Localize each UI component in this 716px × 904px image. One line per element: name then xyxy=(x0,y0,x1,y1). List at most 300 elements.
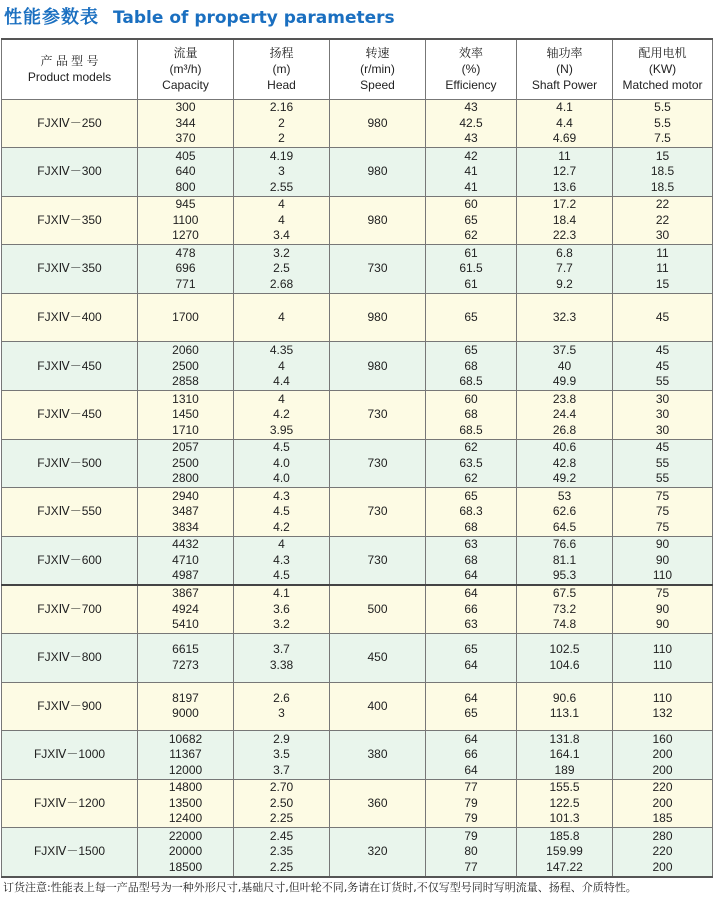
model-cell: FJXⅣ－700 xyxy=(2,585,138,634)
cell-value: 76.6 xyxy=(552,537,577,552)
cell-value: 4987 xyxy=(172,568,199,583)
capacity-cell xyxy=(138,293,234,342)
cell-value: 14800 xyxy=(168,780,203,795)
cell-value: 370 xyxy=(175,131,196,146)
shaft-power-cell xyxy=(517,828,613,877)
motor-cell xyxy=(613,828,713,877)
cell-value: 65 xyxy=(464,212,478,227)
cell-value: 18.5 xyxy=(650,164,675,179)
cell-value: 160 xyxy=(652,731,673,746)
cell-value: 104.6 xyxy=(549,657,580,672)
efficiency-cell xyxy=(426,391,517,440)
table-row xyxy=(2,148,713,197)
cell-value: 122.5 xyxy=(549,795,580,810)
cell-value: 2858 xyxy=(172,374,199,389)
cell-value: 2.45 xyxy=(269,828,294,843)
model-cell: FJXⅣ－550 xyxy=(2,488,138,537)
table-row xyxy=(2,536,713,585)
cell-value: 15 xyxy=(655,276,670,291)
cell-value: 13500 xyxy=(168,795,203,810)
cell-value: 11 xyxy=(656,261,669,276)
header-line: Speed xyxy=(360,78,395,93)
header-line: (m³/h) xyxy=(169,62,202,77)
capacity-cell xyxy=(138,536,234,585)
cell-value: 77 xyxy=(464,859,478,874)
cell-value: 155.5 xyxy=(549,780,580,795)
speed-cell: 730 xyxy=(330,488,426,537)
cell-value: 90 xyxy=(655,537,670,552)
head-cell xyxy=(234,196,330,245)
capacity-cell xyxy=(138,439,234,488)
cell-value: 4.3 xyxy=(273,488,290,503)
cell-value: 11367 xyxy=(169,747,202,762)
cell-value: 3.7 xyxy=(273,642,290,657)
efficiency-cell xyxy=(426,536,517,585)
shaft-power-cell xyxy=(517,488,613,537)
header-line: 扬程 xyxy=(269,46,294,61)
header-line: (N) xyxy=(556,62,573,77)
efficiency-cell xyxy=(426,488,517,537)
cell-value: 189 xyxy=(554,762,575,777)
header-line: 流量 xyxy=(173,46,198,61)
model-cell: FJXⅣ－350 xyxy=(2,245,138,294)
cell-value: 4924 xyxy=(172,601,199,616)
table-row xyxy=(2,682,713,731)
cell-value: 60 xyxy=(464,391,478,406)
header-line: 轴功率 xyxy=(546,46,583,61)
motor-cell xyxy=(613,488,713,537)
cell-value: 49.9 xyxy=(552,374,577,389)
cell-value: 61 xyxy=(464,276,478,291)
table-row xyxy=(2,245,713,294)
header-line: 效率 xyxy=(458,46,483,61)
efficiency-cell xyxy=(426,585,517,634)
efficiency-cell xyxy=(426,245,517,294)
cell-value: 1270 xyxy=(172,228,199,243)
cell-value: 45 xyxy=(655,440,670,455)
order-note: 订货注意:性能表上每一产品型号为一种外形尺寸,基础尺寸,但叶轮不同,务请在订货时,不仅写型号同时写明流量、扬程、介质特性。 xyxy=(3,881,637,894)
head-cell xyxy=(234,779,330,828)
cell-value: 1450 xyxy=(172,407,199,422)
head-cell xyxy=(234,536,330,585)
table-row xyxy=(2,99,713,148)
cell-value: 4.35 xyxy=(269,343,294,358)
cell-value: 3834 xyxy=(172,519,199,534)
cell-value: 2060 xyxy=(172,343,199,358)
cell-value: 68.5 xyxy=(459,374,483,389)
cell-value: 45 xyxy=(655,343,670,358)
cell-value: 18.5 xyxy=(650,179,675,194)
cell-value: 62 xyxy=(464,471,478,486)
cell-value: 64 xyxy=(464,762,478,777)
cell-value: 30 xyxy=(655,391,670,406)
model-cell: FJXⅣ－800 xyxy=(2,634,138,683)
header-line: (KW) xyxy=(648,62,677,77)
model-cell: FJXⅣ－1500 xyxy=(2,828,138,877)
cell-value: 68 xyxy=(464,358,478,373)
cell-value: 2800 xyxy=(172,471,199,486)
cell-value: 90.6 xyxy=(552,690,577,705)
capacity-cell xyxy=(138,342,234,391)
cell-value: 1100 xyxy=(172,212,199,227)
cell-value: 2 xyxy=(278,131,285,146)
cell-value: 4.0 xyxy=(273,471,290,486)
header-line: 转速 xyxy=(365,46,390,61)
motor-cell xyxy=(613,245,713,294)
cell-value: 2057 xyxy=(172,440,199,455)
table-row xyxy=(2,634,713,683)
cell-value: 2 xyxy=(278,115,285,130)
cell-value: 5410 xyxy=(172,617,199,632)
capacity-cell xyxy=(138,148,234,197)
head-cell xyxy=(234,391,330,440)
speed-cell: 980 xyxy=(330,196,426,245)
efficiency-cell xyxy=(426,682,517,731)
cell-value: 696 xyxy=(175,261,196,276)
cell-value: 2.35 xyxy=(269,844,294,859)
cell-value: 7.7 xyxy=(556,261,573,276)
speed-cell: 320 xyxy=(330,828,426,877)
cell-value: 9000 xyxy=(172,706,199,721)
efficiency-cell xyxy=(426,99,517,148)
cell-value: 65 xyxy=(464,488,478,503)
head-cell xyxy=(234,731,330,780)
cell-value: 12400 xyxy=(168,811,203,826)
shaft-power-cell xyxy=(517,99,613,148)
motor-cell xyxy=(613,99,713,148)
cell-value: 80 xyxy=(464,844,478,859)
cell-value: 30 xyxy=(655,228,670,243)
capacity-cell xyxy=(138,99,234,148)
cell-value: 405 xyxy=(175,148,196,163)
model-cell: FJXⅣ－450 xyxy=(2,342,138,391)
cell-value: 55 xyxy=(655,471,670,486)
cell-value: 22000 xyxy=(168,828,203,843)
cell-value: 9.2 xyxy=(556,276,573,291)
head-cell xyxy=(234,99,330,148)
speed-cell: 380 xyxy=(330,731,426,780)
cell-value: 62 xyxy=(464,228,478,243)
matched-motor-header xyxy=(613,39,713,99)
speed-cell: 730 xyxy=(330,245,426,294)
cell-value: 79 xyxy=(464,811,478,826)
cell-value: 65 xyxy=(464,706,478,721)
model-cell: FJXⅣ－450 xyxy=(2,391,138,440)
motor-cell xyxy=(613,148,713,197)
efficiency-cell xyxy=(426,634,517,683)
shaft-power-cell xyxy=(517,585,613,634)
cell-value: 90 xyxy=(655,552,670,567)
cell-value: 13.6 xyxy=(552,179,577,194)
cell-value: 3.38 xyxy=(269,657,294,672)
cell-value: 66 xyxy=(464,601,478,616)
page-title-en: Table of property parameters xyxy=(113,8,395,28)
cell-value: 640 xyxy=(175,164,196,179)
cell-value: 800 xyxy=(175,179,196,194)
cell-value: 2.6 xyxy=(273,690,290,705)
cell-value: 4710 xyxy=(172,552,199,567)
head-cell xyxy=(234,682,330,731)
table-header xyxy=(2,39,713,99)
cell-value: 5.5 xyxy=(654,100,671,115)
cell-value: 55 xyxy=(655,374,670,389)
cell-value: 90 xyxy=(655,601,670,616)
cell-value: 60 xyxy=(464,197,478,212)
cell-value: 200 xyxy=(652,762,673,777)
property-parameters-table xyxy=(1,38,713,878)
cell-value: 3.2 xyxy=(273,245,290,260)
capacity-cell xyxy=(138,488,234,537)
cell-value: 2.68 xyxy=(269,276,294,291)
efficiency-cell xyxy=(426,293,517,342)
cell-value: 37.5 xyxy=(552,343,577,358)
capacity-cell xyxy=(138,245,234,294)
cell-value: 30 xyxy=(655,407,670,422)
cell-value: 3 xyxy=(278,706,285,721)
shaft-power-cell xyxy=(517,536,613,585)
header-line: Matched motor xyxy=(622,78,703,93)
speed-cell: 980 xyxy=(330,148,426,197)
cell-value: 12000 xyxy=(168,762,203,777)
cell-value: 2.70 xyxy=(269,780,294,795)
cell-value: 1700 xyxy=(172,309,199,324)
cell-value: 74.8 xyxy=(552,617,577,632)
cell-value: 95.3 xyxy=(552,568,577,583)
page-title xyxy=(4,3,395,29)
shaft-power-cell xyxy=(517,391,613,440)
cell-value: 42 xyxy=(464,148,478,163)
cell-value: 185.8 xyxy=(549,828,580,843)
header-line: Shaft Power xyxy=(531,78,598,93)
cell-value: 3.7 xyxy=(273,762,290,777)
cell-value: 18500 xyxy=(168,859,203,874)
cell-value: 64 xyxy=(464,690,478,705)
shaft-power-cell xyxy=(517,634,613,683)
cell-value: 17.2 xyxy=(552,197,577,212)
cell-value: 63 xyxy=(464,617,478,632)
cell-value: 8197 xyxy=(172,690,199,705)
cell-value: 1710 xyxy=(172,422,199,437)
cell-value: 7.5 xyxy=(654,131,671,146)
speed-cell: 400 xyxy=(330,682,426,731)
cell-value: 110 xyxy=(652,642,673,657)
speed-cell: 500 xyxy=(330,585,426,634)
cell-value: 4.2 xyxy=(273,519,290,534)
cell-value: 102.5 xyxy=(549,642,580,657)
head-cell xyxy=(234,634,330,683)
cell-value: 40.6 xyxy=(552,440,577,455)
header-row xyxy=(2,39,713,99)
table-row xyxy=(2,391,713,440)
cell-value: 22 xyxy=(655,197,670,212)
motor-cell xyxy=(613,391,713,440)
cell-value: 30 xyxy=(655,422,670,437)
efficiency-cell xyxy=(426,196,517,245)
cell-value: 2500 xyxy=(172,358,199,373)
cell-value: 2.25 xyxy=(269,811,294,826)
head-cell xyxy=(234,439,330,488)
cell-value: 4 xyxy=(278,391,285,406)
cell-value: 300 xyxy=(175,100,196,115)
cell-value: 61.5 xyxy=(459,261,483,276)
cell-value: 20000 xyxy=(168,844,203,859)
cell-value: 63 xyxy=(464,537,478,552)
header-line: Head xyxy=(267,78,296,93)
header-line: 产 品 型 号 xyxy=(40,54,99,69)
cell-value: 1310 xyxy=(172,391,199,406)
cell-value: 32.3 xyxy=(552,309,577,324)
speed-cell: 360 xyxy=(330,779,426,828)
cell-value: 7273 xyxy=(172,657,199,672)
model-cell: FJXⅣ－400 xyxy=(2,293,138,342)
table-body xyxy=(2,99,713,877)
model-cell: FJXⅣ－250 xyxy=(2,99,138,148)
cell-value: 132 xyxy=(652,706,673,721)
table-row xyxy=(2,488,713,537)
cell-value: 220 xyxy=(652,780,673,795)
head-header xyxy=(234,39,330,99)
header-line: Capacity xyxy=(162,78,209,93)
cell-value: 64.5 xyxy=(552,519,577,534)
shaft-power-header xyxy=(517,39,613,99)
cell-value: 2.9 xyxy=(273,731,290,746)
cell-value: 771 xyxy=(175,276,196,291)
cell-value: 75 xyxy=(655,504,670,519)
cell-value: 2.55 xyxy=(269,179,294,194)
table-row xyxy=(2,779,713,828)
cell-value: 4.5 xyxy=(273,568,290,583)
cell-value: 4.1 xyxy=(556,100,573,115)
cell-value: 164.1 xyxy=(549,747,580,762)
capacity-cell xyxy=(138,196,234,245)
cell-value: 4 xyxy=(278,212,285,227)
cell-value: 4 xyxy=(278,358,285,373)
cell-value: 79 xyxy=(464,828,478,843)
cell-value: 2.5 xyxy=(273,261,290,276)
cell-value: 75 xyxy=(655,488,670,503)
cell-value: 4.5 xyxy=(273,504,290,519)
table-row xyxy=(2,439,713,488)
model-cell: FJXⅣ－900 xyxy=(2,682,138,731)
cell-value: 147.22 xyxy=(546,859,583,874)
cell-value: 3.5 xyxy=(273,747,290,762)
cell-value: 43 xyxy=(464,100,478,115)
cell-value: 75 xyxy=(655,586,670,601)
cell-value: 40 xyxy=(557,358,572,373)
cell-value: 77 xyxy=(464,780,478,795)
cell-value: 55 xyxy=(655,455,670,470)
cell-value: 11 xyxy=(656,245,669,260)
cell-value: 12.7 xyxy=(552,164,577,179)
shaft-power-cell xyxy=(517,682,613,731)
cell-value: 2940 xyxy=(172,488,199,503)
cell-value: 45 xyxy=(655,309,670,324)
cell-value: 110 xyxy=(652,568,673,583)
cell-value: 68.3 xyxy=(459,504,483,519)
capacity-cell xyxy=(138,682,234,731)
product-model-header xyxy=(2,39,138,99)
cell-value: 4.69 xyxy=(552,131,577,146)
cell-value: 4.2 xyxy=(273,407,290,422)
capacity-cell xyxy=(138,779,234,828)
cell-value: 200 xyxy=(652,859,673,874)
cell-value: 64 xyxy=(464,586,478,601)
cell-value: 68 xyxy=(464,407,478,422)
cell-value: 3867 xyxy=(172,586,199,601)
cell-value: 159.99 xyxy=(546,844,583,859)
cell-value: 61 xyxy=(464,245,478,260)
motor-cell xyxy=(613,536,713,585)
cell-value: 41 xyxy=(464,179,478,194)
head-cell xyxy=(234,245,330,294)
efficiency-cell xyxy=(426,731,517,780)
cell-value: 131.8 xyxy=(549,731,580,746)
table-row xyxy=(2,585,713,634)
cell-value: 4.0 xyxy=(273,455,290,470)
cell-value: 81.1 xyxy=(552,552,577,567)
cell-value: 64 xyxy=(464,657,478,672)
cell-value: 73.2 xyxy=(552,601,577,616)
motor-cell xyxy=(613,585,713,634)
model-cell: FJXⅣ－300 xyxy=(2,148,138,197)
efficiency-cell xyxy=(426,439,517,488)
model-cell: FJXⅣ－350 xyxy=(2,196,138,245)
capacity-cell xyxy=(138,828,234,877)
motor-cell xyxy=(613,682,713,731)
cell-value: 66 xyxy=(464,747,478,762)
cell-value: 5.5 xyxy=(654,115,671,130)
table-row xyxy=(2,731,713,780)
table-row xyxy=(2,828,713,877)
page-title-zh: 性能参数表 xyxy=(4,7,99,28)
model-cell: FJXⅣ－500 xyxy=(2,439,138,488)
efficiency-cell xyxy=(426,828,517,877)
head-cell xyxy=(234,488,330,537)
cell-value: 344 xyxy=(175,115,196,130)
cell-value: 26.8 xyxy=(552,422,577,437)
shaft-power-cell xyxy=(517,148,613,197)
cell-value: 110 xyxy=(652,690,673,705)
cell-value: 53 xyxy=(557,488,572,503)
cell-value: 280 xyxy=(652,828,673,843)
cell-value: 113.1 xyxy=(549,706,580,721)
cell-value: 3.4 xyxy=(273,228,290,243)
cell-value: 4 xyxy=(278,309,285,324)
cell-value: 4 xyxy=(278,197,285,212)
motor-cell xyxy=(613,731,713,780)
shaft-power-cell xyxy=(517,342,613,391)
model-cell: FJXⅣ－1200 xyxy=(2,779,138,828)
cell-value: 42.8 xyxy=(552,455,577,470)
head-cell xyxy=(234,342,330,391)
table-row xyxy=(2,196,713,245)
cell-value: 4.19 xyxy=(269,148,294,163)
cell-value: 3.95 xyxy=(269,422,294,437)
shaft-power-cell xyxy=(517,439,613,488)
motor-cell xyxy=(613,634,713,683)
cell-value: 65 xyxy=(464,343,478,358)
cell-value: 64 xyxy=(464,568,478,583)
cell-value: 4.1 xyxy=(273,586,290,601)
cell-value: 4.4 xyxy=(556,115,573,130)
header-line: Efficiency xyxy=(445,78,497,93)
motor-cell xyxy=(613,196,713,245)
speed-cell: 980 xyxy=(330,293,426,342)
cell-value: 75 xyxy=(655,519,670,534)
speed-header xyxy=(330,39,426,99)
cell-value: 10682 xyxy=(168,731,203,746)
header-line: (m) xyxy=(272,62,291,77)
